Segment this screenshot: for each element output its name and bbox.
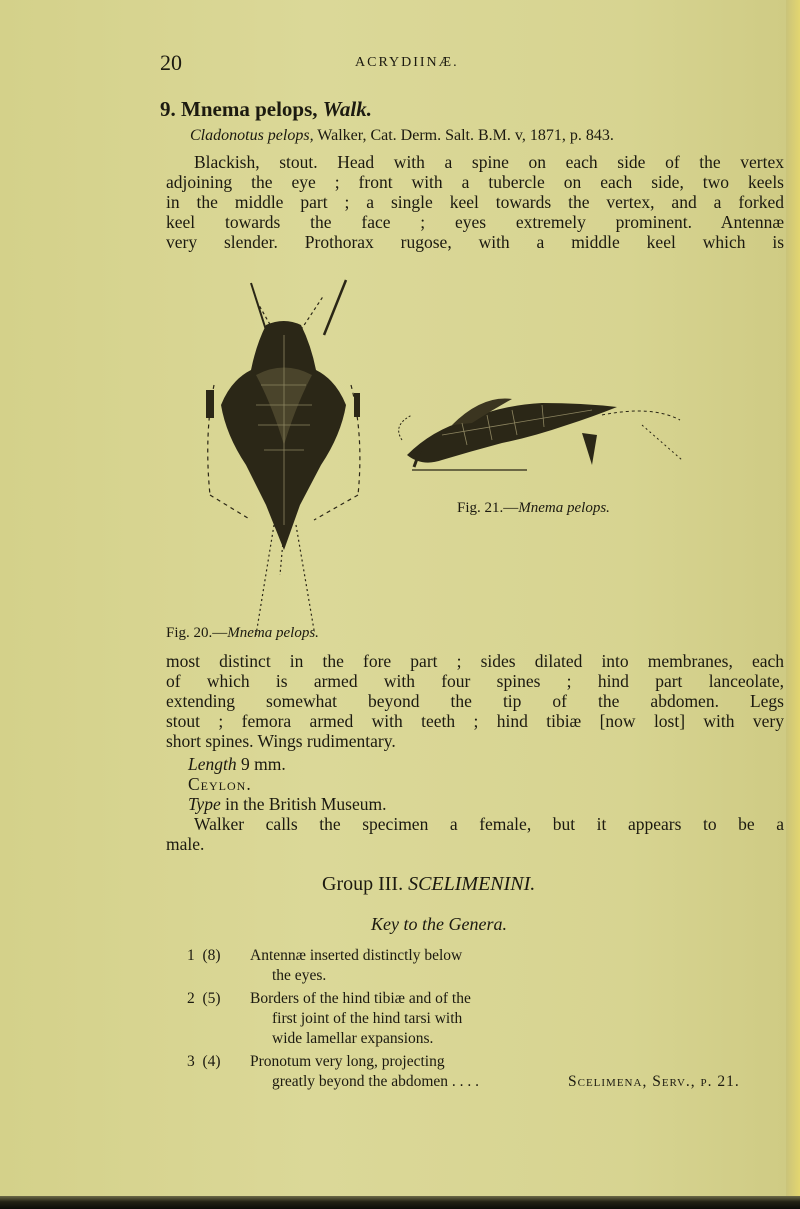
key-entry-number: 2 (5) [187, 990, 221, 1007]
synonym-genus: Cladonotus pelops, [190, 127, 314, 144]
group-prefix: Group III. [322, 873, 404, 895]
key-entry-text: first joint of the hind tarsi with [272, 1010, 463, 1027]
description-line: stout ; femora armed with teeth ; hind tibiæ [now lost] with very [166, 711, 784, 731]
description-paragraph [166, 152, 784, 252]
key-entry-text: the eyes. [272, 967, 327, 984]
key-entry-number: 1 (8) [187, 947, 221, 964]
description-continued [166, 651, 784, 751]
description-line: of which is armed with four spines ; hind part lanceolate, [166, 671, 784, 691]
description-line: very slender. Prothorax rugose, with a middle keel which is [166, 232, 784, 252]
page-edge [786, 0, 800, 1209]
key-entry-result: Scelimena, Serv., p. 21. [568, 1073, 740, 1090]
length-value: 9 mm. [241, 754, 286, 774]
key-entry-number: 3 (4) [187, 1053, 221, 1070]
remark-line: male. [166, 834, 205, 854]
species-heading [160, 97, 372, 122]
species-number: 9. [160, 97, 176, 121]
description-line: Blackish, stout. Head with a spine on each side of the vertex [194, 152, 784, 172]
figure-20-caption: Fig. 20.—Mnema pelops. [166, 625, 319, 641]
description-line: short spines. Wings rudimentary. [166, 731, 396, 751]
type-text: in the British Museum. [225, 794, 387, 814]
key-entry-text: Borders of the hind tibiæ and of the [250, 990, 471, 1007]
description-line: keel towards the face ; eyes extremely prominent. Antennæ [166, 212, 784, 232]
key-entry-text: wide lamellar expansions. [272, 1030, 434, 1047]
description-line: adjoining the eye ; front with a tubercle on each side, two keels [166, 172, 784, 192]
length-line [188, 754, 286, 775]
description-line: in the middle part ; a single keel towards the vertex, and a forked [166, 192, 784, 212]
length-label: Length [188, 754, 237, 774]
synonym-reference [190, 127, 614, 145]
type-line [188, 794, 386, 815]
key-entry-text: greatly beyond the abdomen . . . . [272, 1073, 480, 1090]
synonym-citation: Walker, Cat. Derm. Salt. B.M. v, 1871, p. 843. [317, 127, 614, 144]
remark-paragraph [166, 814, 784, 854]
figure-21-caption: Fig. 21.—Mnema pelops. [457, 500, 610, 516]
key-entry-text: Antennæ inserted distinctly below [250, 947, 463, 964]
locality: Ceylon. [188, 774, 252, 794]
page-number: 20 [160, 50, 182, 75]
running-title: ACRYDIINÆ. [355, 55, 459, 70]
key-title: Key to the Genera. [371, 914, 507, 934]
description-line: most distinct in the fore part ; sides dilated into membranes, each [166, 651, 784, 671]
species-name: Mnema pelops, [181, 97, 318, 121]
key-entry-text: Pronotum very long, projecting [250, 1053, 445, 1070]
species-author: Walk. [322, 97, 372, 121]
description-line: extending somewhat beyond the tip of the abdomen. Legs [166, 691, 784, 711]
group-name: SCELIMENINI. [408, 873, 536, 895]
figure-20-illustration [196, 275, 376, 637]
scan-bottom-edge [0, 1196, 800, 1209]
group-heading [322, 873, 535, 896]
remark-line: Walker calls the specimen a female, but it appears to be a [194, 814, 784, 834]
figure-21-illustration [392, 385, 686, 480]
type-label: Type [188, 794, 221, 814]
